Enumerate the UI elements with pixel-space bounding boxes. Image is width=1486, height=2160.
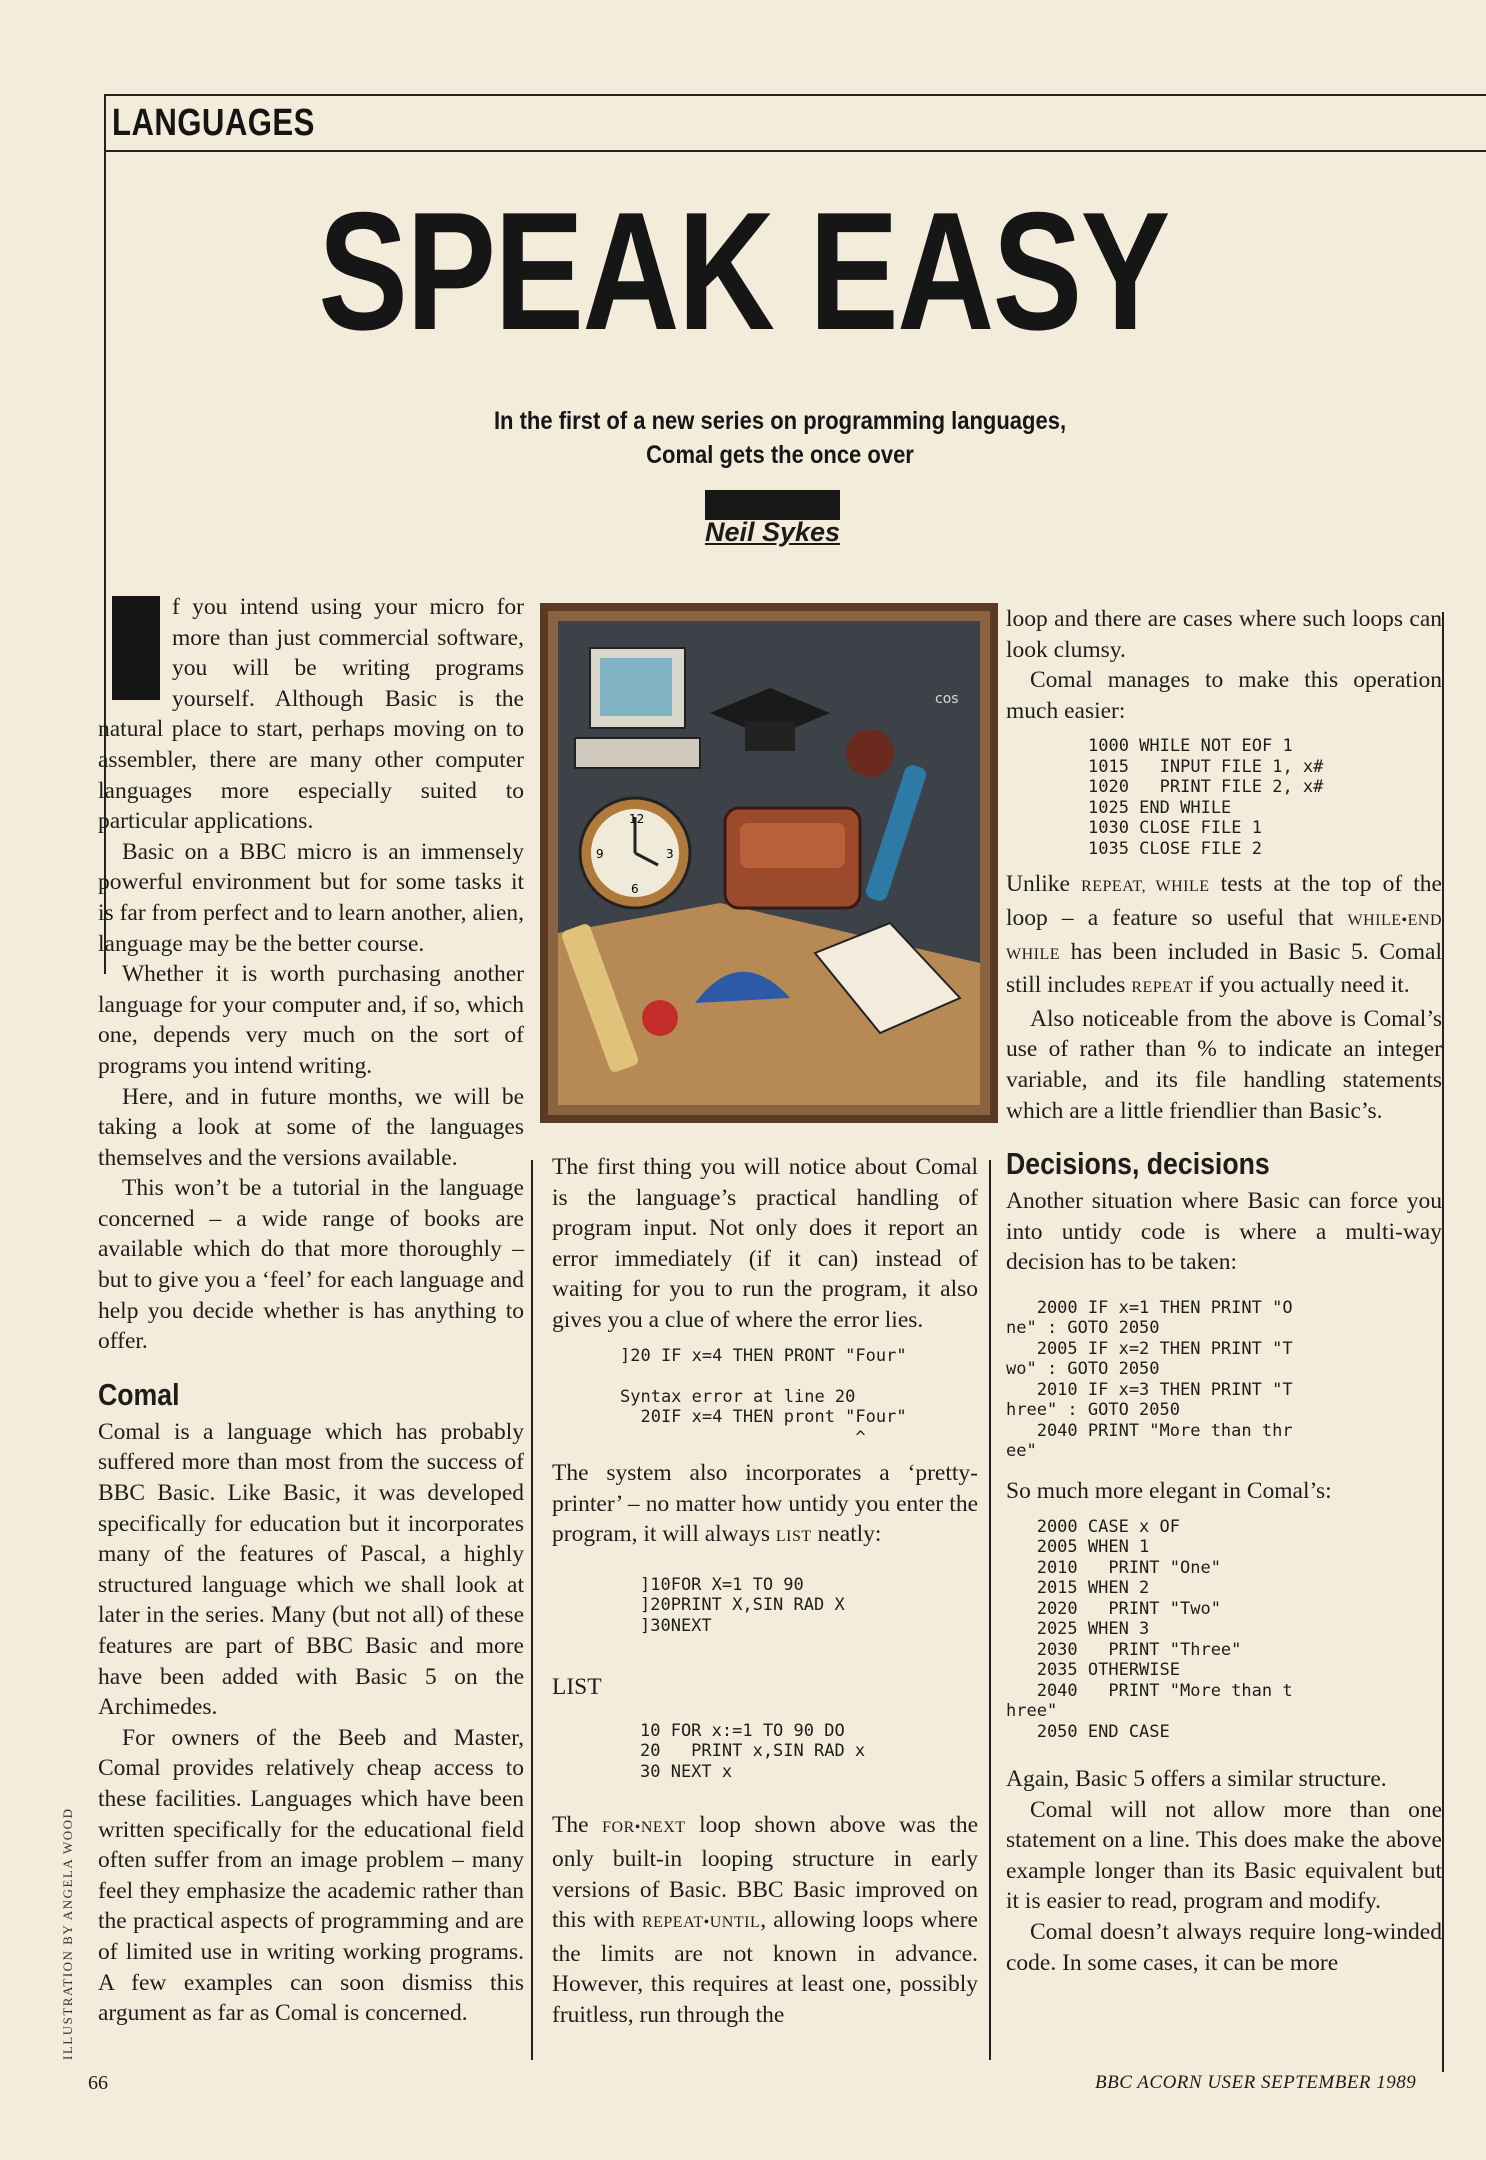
column-rule-1 <box>531 1160 533 2060</box>
column-1 <box>98 592 524 2029</box>
standfirst-line-2: Comal gets the once over <box>646 441 914 469</box>
svg-text:3: 3 <box>666 847 674 861</box>
svg-text:12: 12 <box>629 812 645 826</box>
paragraph: The FOR•NEXT loop shown above was the only built-in looping structure in early versions of Basic. BBC Basic improved on this with REPEAT•UNTIL, allowing loops where the limits are not known in advance. However, this requires at least one, possibly fruitless, run through the <box>552 1812 978 2028</box>
paragraph: Comal manages to make this operation much easier: <box>1006 667 1442 724</box>
paragraph: Again, Basic 5 offers a similar structure. <box>1006 1766 1387 1792</box>
paragraph: Comal will not allow more than one statement on a line. This does make the above example longer than its Basic equivalent but it is easier to read, program and modify. <box>1006 1796 1442 1915</box>
subhead-comal: Comal <box>98 1376 180 1412</box>
code-listing: 2000 CASE x OF 2005 WHEN 1 2010 PRINT "One" 2015 WHEN 2 2020 PRINT "Two" 2025 WHEN 3 2030 PRINT "Three" 2035 OTHERWISE 2040 PRINT "More than t hree" 2050 END CASE <box>1006 1516 1293 1742</box>
paragraph: Comal doesn’t always require long-winded code. In some cases, it can be more <box>1006 1918 1442 1976</box>
list-label: LIST <box>552 1674 602 1701</box>
headline: SPEAK EASY <box>317 177 1169 365</box>
subhead-decisions: Decisions, decisions <box>1006 1146 1270 1182</box>
code-listing: 2000 IF x=1 THEN PRINT "O ne" : GOTO 2050 2005 IF x=2 THEN PRINT "T wo" : GOTO 2050 2010 IF x=3 THEN PRINT "T hree" : GOTO 2050 2040 PRINT "More than thr ee" <box>1006 1297 1293 1462</box>
paragraph: Unlike REPEAT, WHILE tests at the top of the loop – a feature so useful that WHILE•END WHILE has been included in Basic 5. Comal still includes REPEAT if you actually need it. <box>1006 871 1442 999</box>
byline: Neil Sykes <box>704 517 841 547</box>
computer-icon <box>575 648 700 768</box>
svg-text:6: 6 <box>631 882 639 896</box>
code-listing: ]10FOR X=1 TO 90 ]20PRINT X,SIN RAD X ]30NEXT <box>640 1574 845 1636</box>
paragraph: Basic on a BBC micro is an immensely powerful environment but for some tasks it is far from perfect and to learn another, alien, language may be the better course. <box>98 838 524 957</box>
code-listing: ]20 IF x=4 THEN PRONT "Four" Syntax error at line 20 20IF x=4 THEN pront "Four" ^ <box>620 1345 907 1448</box>
paragraph: The system also incorporates a ‘pretty-printer’ – no matter how untidy you enter the program, it will always LIST neatly: <box>552 1460 978 1548</box>
page-number: 66 <box>88 2072 108 2094</box>
paragraph: This won’t be a tutorial in the language concerned – a wide range of books are available which do that more thoroughly – but to give you a ‘feel’ for each language and help you decide whether is has anything to offer. <box>98 1175 524 1355</box>
paragraph: So much more elegant in Comal’s: <box>1006 1477 1332 1504</box>
right-frame-rule <box>1442 612 1444 2072</box>
section-label: LANGUAGES <box>112 102 315 144</box>
standfirst-line-1: In the first of a new series on programming languages, <box>493 407 1067 435</box>
column-2 <box>552 1152 978 2031</box>
paragraph: Here, and in future months, we will be taking a look at some of the languages themselves and the versions available. <box>98 1083 524 1171</box>
paragraph: For owners of the Beeb and Master, Comal provides relatively cheap access to these facilities. Languages which have been written specifically for the educational field often suffer from an image problem – many feel they emphasize the academic rather than the practical aspects of programming and are of limited use in writing working programs. A few examples can soon dismiss this argument as far as Comal is concerned. <box>98 1724 524 2027</box>
intro-paragraph: f you intend using your micro for more than just commercial software, you will be writing programs yourself. Although Basic is the natural place to start, perhaps moving on to assembler, there are many other computer languages more especially suited to particular applications. <box>98 594 524 835</box>
cricket-ball-icon <box>642 1000 678 1036</box>
svg-text:cos: cos <box>935 691 959 707</box>
illustration-credit: ILLUSTRATION BY ANGELA WOOD <box>60 1807 75 2060</box>
clock-icon <box>580 798 690 908</box>
satchel-icon <box>725 808 860 908</box>
standfirst <box>300 404 1260 472</box>
paragraph: Whether it is worth purchasing another language for your computer and, if so, which one, depends very much on the sort of programs you intend writing. <box>98 961 524 1079</box>
illustration <box>540 603 998 1123</box>
apple-icon <box>846 729 894 777</box>
paragraph: The first thing you will notice about Comal is the language’s practical handling of program input. Not only does it report an error immediately (if it can) instead of waiting for you to run the program, it also gives you a clue of where the error lies. <box>552 1154 978 1333</box>
code-listing: 1000 WHILE NOT EOF 1 1015 INPUT FILE 1, x# 1020 PRINT FILE 2, x# 1025 END WHILE 1030 CLOSE FILE 1 1035 CLOSE FILE 2 <box>1088 736 1324 859</box>
drop-cap <box>112 596 160 700</box>
code-listing: 10 FOR x:=1 TO 90 DO 20 PRINT x,SIN RAD x 30 NEXT x <box>640 1720 866 1782</box>
byline-bar <box>705 490 840 520</box>
header-rule-bottom <box>104 150 1486 152</box>
running-footer: BBC ACORN USER SEPTEMBER 1989 <box>1095 2072 1417 2093</box>
paragraph: Another situation where Basic can force you into untidy code is where a multi-way decision has to be taken: <box>1006 1188 1442 1276</box>
header-rule-top <box>104 94 1486 96</box>
column-3 <box>1006 604 1442 1978</box>
svg-text:9: 9 <box>596 847 604 861</box>
paragraph: loop and there are cases where such loops can look clumsy. <box>1006 606 1442 663</box>
paragraph: Also noticeable from the above is Comal’s use of rather than % to indicate an integer variable, and its file handling statements which are a little friendlier than Basic’s. <box>1006 1005 1442 1124</box>
column-rule-2 <box>989 1160 991 2060</box>
paragraph: Comal is a language which has probably suffered more than most from the success of BBC Basic. Like Basic, it was developed specifically for education but it incorporates many of the features of Pascal, a highly structured language which we shall look at later in the series. Many (but not all) of these features are part of BBC Basic and more have been added with Basic 5 on the Archimedes. <box>98 1418 524 1721</box>
